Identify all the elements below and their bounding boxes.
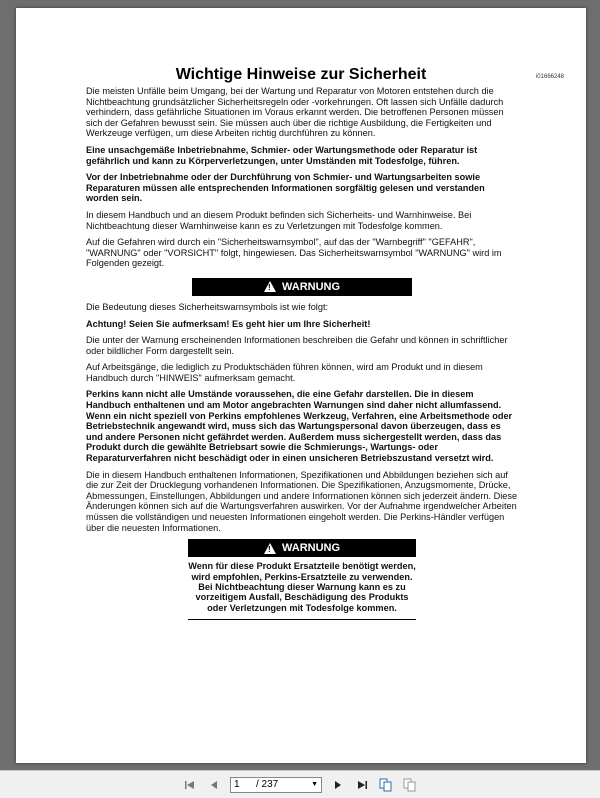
warning-text-2: Bei Nichtbeachtung dieser Warnung kann es zu vorzeitigem Ausfall, Beschädigung des Produkts oder Verletzungen mit Todesfolge kommen.: [195, 582, 409, 613]
paragraph-hinweis: Auf Arbeitsgänge, die lediglich zu Produktschäden führen können, wird am Produkt und in diesem Handbuch durch "HINWEIS" aufmerksam gemacht.: [86, 362, 483, 383]
chevron-down-icon[interactable]: ▼: [311, 781, 318, 788]
page-title: Wichtige Hinweise zur Sicherheit: [175, 66, 427, 83]
warning-text-1: Wenn für diese Produkt Ersatzteile benötigt werden, wird empfohlen, Perkins-Ersatzteile zu verwenden.: [188, 561, 416, 582]
paragraph-info-below: Die unter der Warnung erscheinenden Informationen beschreiben die Gefahr und können in schriftlicher oder bildlicher Form dargestellt sein.: [86, 335, 508, 356]
warning-box: [188, 539, 416, 620]
paragraph-meaning: Die Bedeutung dieses Sicherheitswarnsymbols ist wie folgt:: [86, 301, 329, 312]
first-page-icon[interactable]: [181, 776, 199, 794]
warning-banner-2: [188, 539, 416, 557]
paragraph-warnings-present: In diesem Handbuch und an diesem Produkt befinden sich Sicherheits- und Warnhinweise. Bei Nichtbeachtung dieser Warnhinweise kann es zu Verletzungen mit Todesfolge kommen.: [86, 209, 472, 231]
pdf-page: [16, 8, 586, 763]
document-id: i01666248: [535, 74, 564, 80]
total-pages-label: / 237: [256, 779, 279, 790]
paragraph-symbol-explained: Auf die Gefahren wird durch ein "Sicherheitswarnsymbol", auf das der "Warnbegriff" "GEFAHR", "WARNUNG" oder "VORSICHT" folgt, hingewiesen. Das Sicherheitswarnsymbol "WARNUNG" wird im Folgenden gezeigt.: [86, 237, 502, 269]
single-page-view-icon[interactable]: [377, 776, 395, 794]
paragraph-danger: Eine unsachgemäße Inbetriebnahme, Schmier- oder Wartungsmethode oder Reparatur ist gefährlich und kann zu Körperverletzungen, unter Umständen mit Todesfolge, führen.: [86, 144, 478, 166]
last-page-icon[interactable]: [353, 776, 371, 794]
prev-page-icon[interactable]: [205, 776, 223, 794]
next-page-icon[interactable]: [329, 776, 347, 794]
page-navigation-toolbar: [0, 770, 600, 798]
two-page-view-icon[interactable]: [401, 776, 419, 794]
warning-banner-2-label: WARNUNG: [281, 541, 341, 554]
paragraph-attention: Achtung! Seien Sie aufmerksam! Es geht hier um Ihre Sicherheit!: [86, 318, 371, 329]
warning-divider: [188, 619, 416, 620]
warning-banner: [192, 278, 412, 296]
warning-banner-label: WARNUNG: [281, 280, 341, 293]
paragraph-specifications: Die in diesem Handbuch enthaltenen Informationen, Spezifikationen und Abbildungen beziehen sich auf die zur Zeit der Drucklegung vorhandenen Informationen. Die Spezifikationen, Anzugsmomente, Drücke, Abmessungen, Einstellungen, Abbildungen und andere Informationen können sich jederzeit ändern. Diese Änderungen können sich auf die Wartungsverfahren auswirken. Vor der Aufnahme irgendwelcher Arbeiten müssen die vollständigen und neuesten Informationen eingeholt werden. Die Perkins-Händler verfügen über die neuesten Informationen.: [86, 469, 518, 533]
page-content: [86, 86, 518, 620]
paragraph-intro: Die meisten Unfälle beim Umgang, bei der Wartung und Reparatur von Motoren entstehen durch die Nichtbeachtung grundsätzlicher Sicherheitsregeln oder -vorkehrungen. Oft lassen sich Unfälle dadurch verhindern, dass gefährliche Situationen im Voraus erkannt werden. Die betroffenen Personen müssen sich der Gefahren bewusst sein. Sie müssen auch über die richtige Ausbildung, die Fertigkeiten und Werkzeuge verfügen, um diese Arbeiten richtig durchführen zu können.: [86, 86, 504, 139]
warning-triangle-icon: !: [264, 543, 276, 554]
paragraph-perkins: Perkins kann nicht alle Umstände voraussehen, die eine Gefahr darstellen. Die in diesem Handbuch enthaltenen und am Motor angebrachten Warnungen sind daher nicht allumfassend. Wenn ein nicht speziell von Perkins empfohlenes Werkzeug, Verfahren, eine Arbeitsmethode oder Betriebstechnik angewandt wird, muss sich das Wartungspersonal davon überzeugen, dass es und andere Personen nicht gefährdet werden. Außerdem muss sichergestellt werden, dass das Produkt durch die gewählte Betriebsart sowie die Schmierungs-, Wartungs- oder Reparaturverfahren nicht beschädigt oder in einen unsicheren Betriebszustand versetzt wird.: [86, 389, 513, 464]
current-page-input[interactable]: [234, 779, 256, 790]
page-number-field[interactable]: [230, 777, 322, 793]
warning-triangle-icon: !: [264, 281, 276, 292]
paragraph-read-first: Vor der Inbetriebnahme oder der Durchführung von Schmier- und Wartungsarbeiten sowie Reparaturen müssen alle entsprechenden Informationen sorgfältig gelesen und verstanden worden sein.: [86, 172, 485, 204]
